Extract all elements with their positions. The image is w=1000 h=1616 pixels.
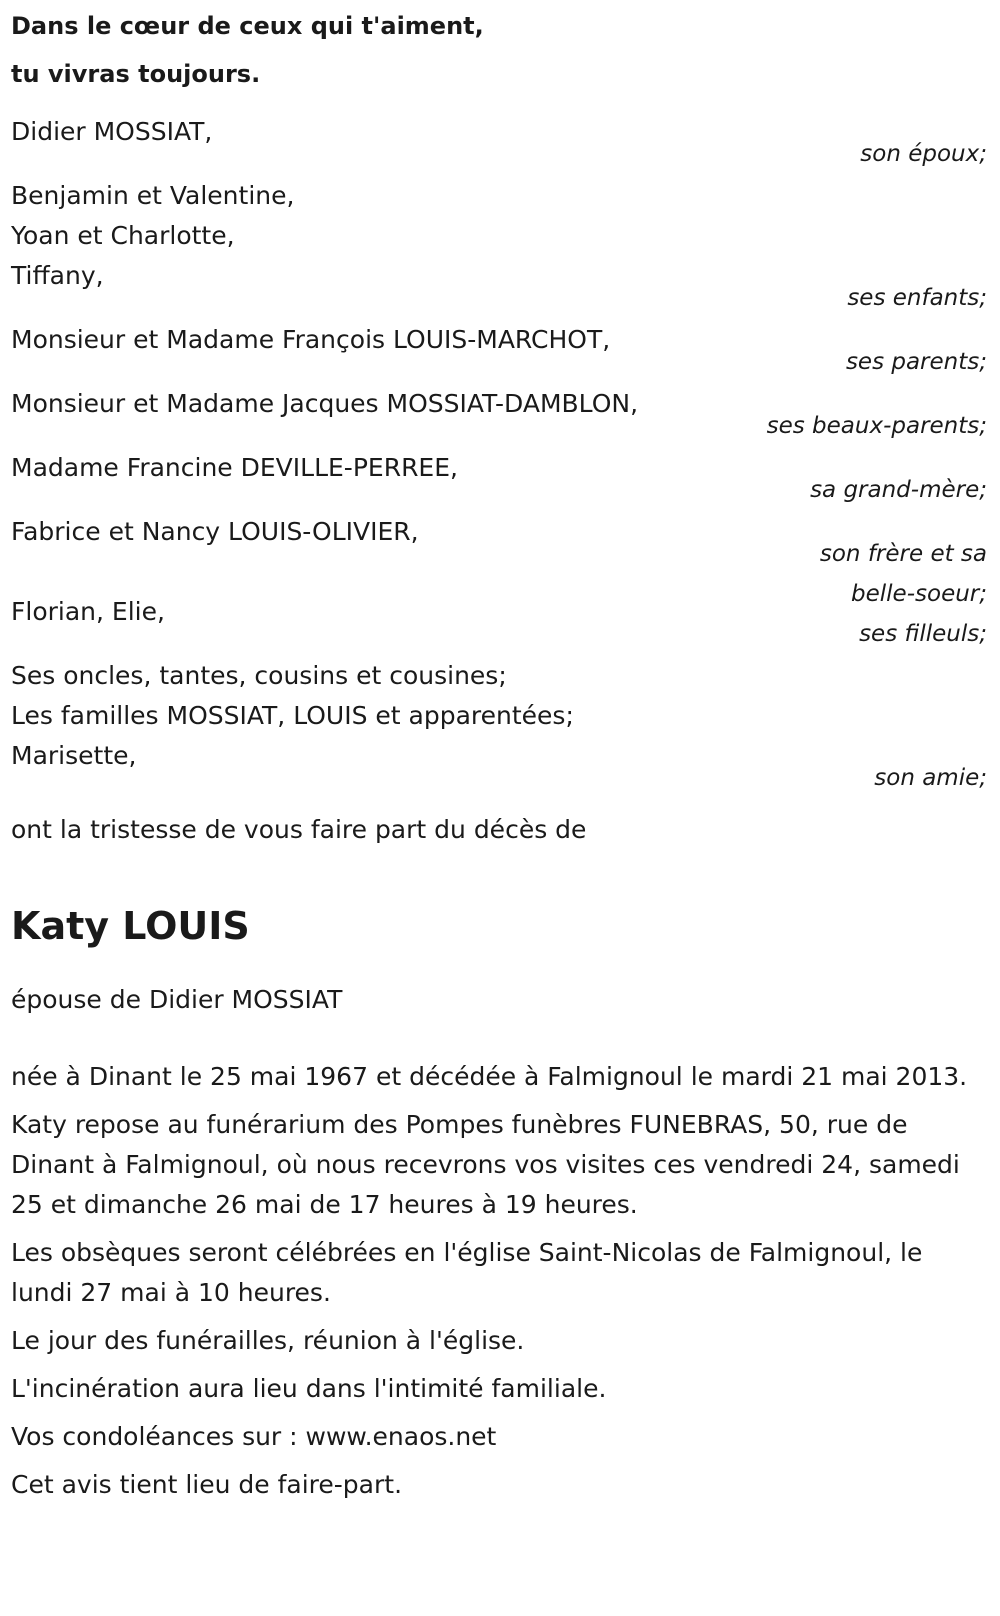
parents-role: ses parents; <box>845 349 987 375</box>
spouse-name: Didier MOSSIAT, <box>11 117 213 146</box>
godchildren-name: Florian, Elie, <box>11 597 165 626</box>
epigraph <box>11 2 991 98</box>
obituary-notice <box>11 0 991 1505</box>
spouse-line: épouse de Didier MOSSIAT <box>11 985 343 1014</box>
epigraph-line: tu vivras toujours. <box>11 60 261 88</box>
siblings-role-line: belle-soeur; <box>851 581 987 607</box>
parents-name: Monsieur et Madame François LOUIS-MARCHOT, <box>11 325 611 354</box>
epigraph-line: Dans le cœur de ceux qui t'aiment, <box>11 12 484 40</box>
child-entry: Benjamin et Valentine, <box>11 181 295 210</box>
relatives-entry: Les familles MOSSIAT, LOUIS et apparentées; <box>11 701 574 730</box>
godchildren-role: ses filleuls; <box>859 621 987 647</box>
spouse-role: son époux; <box>860 141 987 167</box>
deceased-name: Katy LOUIS <box>11 904 250 948</box>
funerarium-paragraph: Katy repose au funérarium des Pompes funèbres FUNEBRAS, 50, rue de Dinant à Falmignoul, où nous recevrons vos visites ces vendredi 24, samedi 25 et dimanche 26 mai de 17 heures à 19 heures. <box>11 1110 960 1219</box>
grandmother-role: sa grand-mère; <box>810 477 987 503</box>
cremation-paragraph: L'incinération aura lieu dans l'intimité familiale. <box>11 1374 607 1403</box>
child-entry: Tiffany, <box>11 261 104 290</box>
friend-role: son amie; <box>874 765 987 791</box>
funeral-paragraph: Les obsèques seront célébrées en l'église Saint-Nicolas de Falmignoul, le lundi 27 mai à 10 heures. <box>11 1238 923 1307</box>
siblings-name: Fabrice et Nancy LOUIS-OLIVIER, <box>11 517 419 546</box>
relatives-entry: Marisette, <box>11 741 137 770</box>
condolences-paragraph: Vos condoléances sur : www.enaos.net <box>11 1422 497 1451</box>
siblings-role-line: son frère et sa <box>819 541 987 567</box>
gathering-paragraph: Le jour des funérailles, réunion à l'église. <box>11 1326 525 1355</box>
relatives-entry: Ses oncles, tantes, cousins et cousines; <box>11 661 507 690</box>
children-role: ses enfants; <box>847 285 987 311</box>
announcement-text: ont la tristesse de vous faire part du décès de <box>11 815 587 844</box>
child-entry: Yoan et Charlotte, <box>11 221 235 250</box>
birth-death-paragraph: née à Dinant le 25 mai 1967 et décédée à Falmignoul le mardi 21 mai 2013. <box>11 1062 968 1091</box>
inlaws-name: Monsieur et Madame Jacques MOSSIAT-DAMBLON, <box>11 389 639 418</box>
inlaws-role: ses beaux-parents; <box>766 413 987 439</box>
closing-paragraph: Cet avis tient lieu de faire-part. <box>11 1470 403 1499</box>
grandmother-name: Madame Francine DEVILLE-PERREE, <box>11 453 458 482</box>
